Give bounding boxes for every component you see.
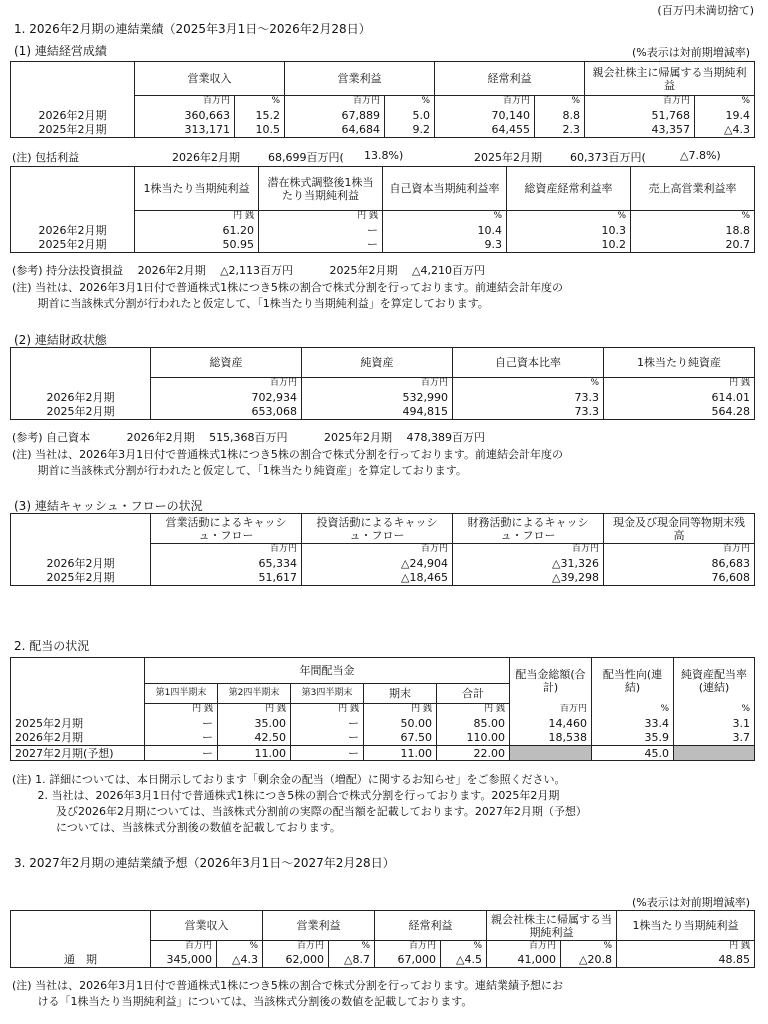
table-row: [11, 223, 755, 238]
unit-note: (百万円未満切捨て): [657, 4, 754, 17]
header-total-dividend: 配当金総額(合計): [510, 658, 592, 704]
comprehensive-income-label: (注) 包括利益: [12, 151, 80, 164]
value-cell: 8.8: [535, 108, 585, 123]
header-annual-dividend: 年間配当金: [145, 658, 510, 684]
value-cell: 110.00: [437, 731, 510, 746]
value-cell: △18,465: [302, 571, 453, 586]
header-total: 合計: [437, 684, 510, 704]
row-label: 2025年2月期: [11, 405, 151, 420]
row-label: 2026年2月期: [11, 731, 145, 746]
value-cell: 67.50: [364, 731, 437, 746]
unit-row-blank: [11, 211, 135, 223]
unit-row-blank: [11, 544, 151, 556]
unit-cell: 百万円: [151, 544, 302, 556]
row-label: 2025年2月期: [11, 238, 135, 253]
row-label: 通 期: [11, 953, 151, 968]
header-operating-profit: 営業利益: [263, 911, 375, 941]
row-label: 2027年2月期(予想): [11, 746, 145, 761]
header-q3: 第3四半期末: [291, 684, 364, 704]
subsection-1-change-note: (%表示は対前期増減率): [631, 46, 750, 59]
value-cell: ー: [259, 238, 383, 253]
header-roe: 自己資本当期純利益率: [383, 167, 507, 211]
section-3-title: 3. 2027年2月期の連結業績予想（2026年3月1日～2027年2月28日）: [14, 856, 395, 870]
value-cell: 9.2: [385, 123, 435, 138]
value-cell: 51,617: [151, 571, 302, 586]
value-cell: ー: [291, 746, 364, 761]
header-eps: 1株当たり当期純利益: [617, 911, 755, 941]
value-cell: ー: [145, 746, 218, 761]
unit-row-blank: [11, 96, 135, 108]
table-row: [11, 108, 755, 123]
unit-row-blank: [11, 378, 151, 390]
value-cell: 2.3: [535, 123, 585, 138]
value-cell: 22.00: [437, 746, 510, 761]
value-cell: 65,334: [151, 556, 302, 571]
value-cell: 10.4: [383, 223, 507, 238]
unit-cell: 百万円: [135, 96, 235, 108]
value-cell: 20.7: [631, 238, 755, 253]
table-row: [11, 390, 755, 405]
value-cell: △20.8: [561, 953, 617, 968]
value-cell: 360,663: [135, 108, 235, 123]
forecast-table: [10, 910, 755, 968]
dividend-note-1: (注) 1. 詳細については、本日開示しております「剰余金の配当（増配）に関するお知らせ」をご参照ください。: [12, 773, 566, 786]
row-label: 2025年2月期: [11, 123, 135, 138]
header-investing-cf: 投資活動によるキャッシュ・フロー: [302, 514, 453, 544]
unit-cell: 円 銭: [135, 211, 259, 223]
value-cell: 3.1: [674, 716, 755, 731]
header-blank: [11, 167, 135, 211]
financial-position-table: [10, 347, 755, 420]
header-payout-ratio: 配当性向(連結): [592, 658, 674, 704]
header-total-assets: 総資産: [151, 348, 302, 378]
header-bps: 1株当たり純資産: [604, 348, 755, 378]
value-cell: 15.2: [235, 108, 285, 123]
value-cell: 614.01: [604, 390, 755, 405]
header-blank: [11, 658, 145, 704]
unit-cell: %: [329, 941, 375, 953]
unit-cell: %: [385, 96, 435, 108]
section-2-title: 2. 配当の状況: [14, 639, 90, 653]
unit-cell: %: [235, 96, 285, 108]
forecast-change-note: (%表示は対前期増減率): [631, 896, 750, 909]
dividend-note-2c: については、当該株式分割後の数値を記載しております。: [12, 821, 341, 834]
value-cell: 62,000: [263, 953, 329, 968]
value-cell: 10.2: [507, 238, 631, 253]
unit-cell: 百万円: [604, 544, 755, 556]
equity-reference: (参考) 自己資本 2026年2月期 515,368百万円 2025年2月期 478,389百万円: [12, 431, 486, 444]
header-blank: [11, 911, 151, 941]
header-q1: 第1四半期末: [145, 684, 218, 704]
subsection-2-title: (2) 連結財政状態: [14, 333, 107, 347]
table-row: [11, 556, 755, 571]
row-label: 2025年2月期: [11, 716, 145, 731]
header-operating-margin: 売上高営業利益率: [631, 167, 755, 211]
comprehensive-income-period-1: 2026年2月期: [172, 151, 240, 164]
unit-cell: 百万円: [263, 941, 329, 953]
value-cell: 35.00: [218, 716, 291, 731]
value-cell: 14,460: [510, 716, 592, 731]
value-cell: 50.95: [135, 238, 259, 253]
value-cell: ー: [291, 731, 364, 746]
unit-cell: 百万円: [302, 378, 453, 390]
value-cell: 345,000: [151, 953, 217, 968]
operating-results-table: [10, 61, 755, 138]
value-cell: 67,889: [285, 108, 385, 123]
value-cell: 18.8: [631, 223, 755, 238]
comprehensive-income-value-1: 68,699百万円(: [268, 151, 344, 164]
unit-cell: 円 銭: [291, 704, 364, 716]
note-2-line-2: 期首に当該株式分割が行われたと仮定して、「1株当たり純資産」を算定しております。: [12, 464, 467, 477]
subsection-3-title: (3) 連結キャッシュ・フローの状況: [14, 499, 203, 513]
table-row: [11, 238, 755, 253]
value-cell: 11.00: [364, 746, 437, 761]
value-cell: 5.0: [385, 108, 435, 123]
header-financing-cf: 財務活動によるキャッシュ・フロー: [453, 514, 604, 544]
per-share-metrics-table: [10, 166, 755, 253]
dividends-table: [10, 657, 755, 761]
unit-cell: 円 銭: [364, 704, 437, 716]
unit-cell: 百万円: [151, 378, 302, 390]
value-cell: 9.3: [383, 238, 507, 253]
section-1-title: 1. 2026年2月期の連結業績（2025年3月1日～2026年2月28日）: [14, 22, 371, 36]
unit-cell: %: [674, 704, 755, 716]
value-cell: 50.00: [364, 716, 437, 731]
unit-cell: %: [383, 211, 507, 223]
unit-cell: %: [695, 96, 755, 108]
header-blank: [11, 62, 135, 96]
value-cell: 3.7: [674, 731, 755, 746]
value-cell: △8.7: [329, 953, 375, 968]
table-row: [11, 571, 755, 586]
value-cell: △39,298: [453, 571, 604, 586]
value-cell: 73.3: [453, 405, 604, 420]
value-cell: ー: [145, 716, 218, 731]
value-cell: 33.4: [592, 716, 674, 731]
value-cell: 64,684: [285, 123, 385, 138]
unit-row-blank: [11, 704, 145, 716]
value-cell: 70,140: [435, 108, 535, 123]
note-2-line-1: (注) 当社は、2026年3月1日付で普通株式1株につき5株の割合で株式分割を行っております。前連結会計年度の: [12, 448, 563, 461]
value-cell: 43,357: [585, 123, 695, 138]
table-row: [11, 746, 755, 761]
header-net-assets: 純資産: [302, 348, 453, 378]
unit-cell: 百万円: [510, 704, 592, 716]
table-row: [11, 716, 755, 731]
header-blank: [11, 348, 151, 378]
header-cash-balance: 現金及び現金同等物期末残高: [604, 514, 755, 544]
unit-cell: 百万円: [302, 544, 453, 556]
header-ordinary-profit: 経常利益: [375, 911, 487, 941]
header-year-end: 期末: [364, 684, 437, 704]
header-operating-revenue: 営業収入: [135, 62, 285, 96]
comprehensive-income-rate-1: 13.8%): [364, 149, 404, 162]
value-cell: 564.28: [604, 405, 755, 420]
note-1-line-1: (注) 当社は、2026年3月1日付で普通株式1株につき5株の割合で株式分割を行っております。前連結会計年度の: [12, 281, 563, 294]
forecast-note-line-2: ける「1株当たり当期純利益」については、当該株式分割後の数値を記載しております。: [12, 995, 473, 1008]
unit-cell: 円 銭: [218, 704, 291, 716]
value-cell: 67,000: [375, 953, 441, 968]
header-net-income: 親会社株主に帰属する当期純利益: [487, 911, 617, 941]
unit-cell: %: [441, 941, 487, 953]
row-label: 2026年2月期: [11, 108, 135, 123]
table-row: [11, 953, 755, 968]
unit-cell: 百万円: [375, 941, 441, 953]
row-label: 2025年2月期: [11, 571, 151, 586]
value-cell: 10.3: [507, 223, 631, 238]
value-cell: 313,171: [135, 123, 235, 138]
cash-flow-table: [10, 513, 755, 586]
value-cell: 532,990: [302, 390, 453, 405]
header-operating-cf: 営業活動によるキャッシュ・フロー: [151, 514, 302, 544]
shaded-cell: [674, 746, 755, 761]
shaded-cell: [510, 746, 592, 761]
value-cell: ー: [145, 731, 218, 746]
row-label: 2026年2月期: [11, 390, 151, 405]
unit-cell: 百万円: [285, 96, 385, 108]
value-cell: 73.3: [453, 390, 604, 405]
value-cell: 19.4: [695, 108, 755, 123]
value-cell: ー: [291, 716, 364, 731]
unit-cell: 円 銭: [617, 941, 755, 953]
header-net-income: 親会社株主に帰属する当期純利益: [585, 62, 755, 96]
value-cell: 11.00: [218, 746, 291, 761]
value-cell: 85.00: [437, 716, 510, 731]
value-cell: 702,934: [151, 390, 302, 405]
header-eps: 1株当たり当期純利益: [135, 167, 259, 211]
value-cell: 35.9: [592, 731, 674, 746]
subsection-1-title: (1) 連結経営成績: [14, 44, 107, 58]
table-row: [11, 731, 755, 746]
equity-method-reference: (参考) 持分法投資損益 2026年2月期 △2,113百万円 2025年2月期 △4,210百万円: [12, 264, 485, 277]
unit-cell: %: [507, 211, 631, 223]
table-row: [11, 405, 755, 420]
header-operating-revenue: 営業収入: [151, 911, 263, 941]
unit-cell: 百万円: [585, 96, 695, 108]
header-diluted-eps: 潜在株式調整後1株当たり当期純利益: [259, 167, 383, 211]
value-cell: 48.85: [617, 953, 755, 968]
unit-cell: 円 銭: [145, 704, 218, 716]
unit-cell: 百万円: [453, 544, 604, 556]
unit-cell: %: [592, 704, 674, 716]
unit-cell: 円 銭: [604, 378, 755, 390]
note-1-line-2: 期首に当該株式分割が行われたと仮定して、「1株当たり当期純利益」を算定しております。: [12, 297, 489, 310]
value-cell: 51,768: [585, 108, 695, 123]
value-cell: 494,815: [302, 405, 453, 420]
value-cell: △31,326: [453, 556, 604, 571]
row-label: 2026年2月期: [11, 556, 151, 571]
value-cell: 42.50: [218, 731, 291, 746]
header-operating-profit: 営業利益: [285, 62, 435, 96]
dividend-note-2a: 2. 当社は、2026年3月1日付で普通株式1株につき5株の割合で株式分割を行っております。2025年2月期: [12, 789, 560, 802]
value-cell: 10.5: [235, 123, 285, 138]
table-row: [11, 123, 755, 138]
header-ordinary-profit: 経常利益: [435, 62, 585, 96]
value-cell: 76,608: [604, 571, 755, 586]
unit-cell: %: [453, 378, 604, 390]
unit-cell: 円 銭: [437, 704, 510, 716]
unit-cell: 百万円: [151, 941, 217, 953]
value-cell: △4.3: [217, 953, 263, 968]
forecast-note-line-1: (注) 当社は、2026年3月1日付で普通株式1株につき5株の割合で株式分割を行っております。連結業績予想にお: [12, 979, 563, 992]
header-blank: [11, 514, 151, 544]
unit-cell: %: [561, 941, 617, 953]
header-dividend-on-equity: 純資産配当率(連結): [674, 658, 755, 704]
value-cell: 86,683: [604, 556, 755, 571]
value-cell: 61.20: [135, 223, 259, 238]
comprehensive-income-rate-2: △7.8%): [680, 149, 721, 162]
unit-cell: 円 銭: [259, 211, 383, 223]
unit-cell: %: [535, 96, 585, 108]
value-cell: △24,904: [302, 556, 453, 571]
value-cell: 653,068: [151, 405, 302, 420]
dividend-note-2b: 及び2026年2月期については、当該株式分割前の実際の配当額を記載しております。2027年2月期（予想）: [12, 805, 587, 818]
comprehensive-income-value-2: 60,373百万円(: [570, 151, 646, 164]
value-cell: ー: [259, 223, 383, 238]
row-label: 2026年2月期: [11, 223, 135, 238]
value-cell: 41,000: [487, 953, 561, 968]
value-cell: 18,538: [510, 731, 592, 746]
header-equity-ratio: 自己資本比率: [453, 348, 604, 378]
header-roa: 総資産経常利益率: [507, 167, 631, 211]
unit-cell: %: [217, 941, 263, 953]
header-q2: 第2四半期末: [218, 684, 291, 704]
value-cell: 45.0: [592, 746, 674, 761]
value-cell: △4.3: [695, 123, 755, 138]
unit-row-blank: [11, 941, 151, 953]
comprehensive-income-period-2: 2025年2月期: [474, 151, 542, 164]
value-cell: 64,455: [435, 123, 535, 138]
unit-cell: 百万円: [487, 941, 561, 953]
value-cell: △4.5: [441, 953, 487, 968]
unit-cell: %: [631, 211, 755, 223]
unit-cell: 百万円: [435, 96, 535, 108]
